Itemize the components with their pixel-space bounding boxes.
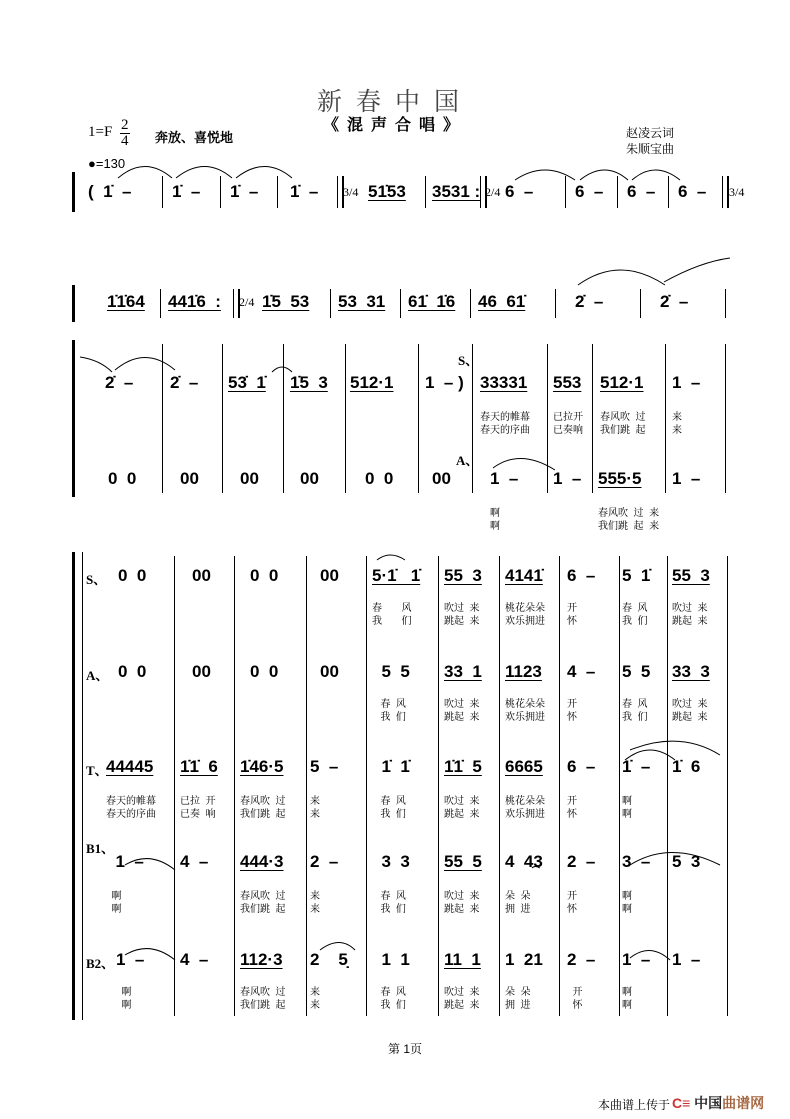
slur — [625, 750, 675, 760]
lyric-verse-2: 啊 — [622, 1000, 632, 1011]
voice-label: A、 — [456, 453, 479, 468]
lyric-verse-2: 我 们 — [622, 616, 648, 627]
measure-notes: 6 – — [627, 182, 656, 201]
measure-notes: 6665 — [505, 757, 543, 776]
measure-notes: 6 – — [575, 182, 604, 201]
measure-notes: 51̇53 — [368, 182, 406, 201]
measure-notes: 1 – — [622, 950, 651, 969]
time-signature: 2/4 — [485, 185, 501, 199]
lyricist: 赵凌云词 — [626, 126, 675, 140]
lyric-verse-1: 啊 — [106, 891, 122, 902]
voice-label: B1、 — [86, 841, 115, 856]
score-title: 新春中国 — [316, 87, 473, 116]
lyric-verse-2: 怀 — [567, 616, 577, 627]
measure-notes: 1 – — [553, 469, 582, 488]
score-subtitle: 《混声合唱》 — [322, 117, 467, 134]
measure-notes: 55 3 — [444, 566, 482, 585]
measure-notes: 0 0 — [250, 566, 279, 585]
measure-notes: 1 – — [106, 852, 144, 871]
lyric-verse-2: 啊 — [490, 521, 500, 532]
measure-notes: 5·1̇ 1̇ — [372, 566, 421, 585]
measure-notes: 512·1 — [350, 373, 394, 392]
measure-notes: 5 3 — [672, 852, 701, 871]
lyric-verse-2: 我们跳 起 — [240, 904, 286, 915]
measure-notes: 1̇ 1̇ — [372, 757, 410, 776]
logo-text-a: 中国 — [694, 1095, 723, 1111]
measure-notes: ( 1̇ – — [88, 182, 132, 201]
measure-notes: 4 43 — [505, 852, 543, 871]
slur — [493, 458, 555, 470]
measure-notes: 0 0 — [250, 662, 279, 681]
measure-notes: 46 61̇ — [478, 292, 526, 311]
measure-notes: 0 0 — [365, 469, 394, 488]
measure-notes: 00 — [192, 662, 211, 681]
lyric-verse-2: 我们跳 起 — [240, 809, 286, 820]
lyric-verse-2: 怀 — [567, 1000, 583, 1011]
lyric-verse-2: 春天的序曲 — [106, 809, 156, 820]
lyric-verse-2: 欢乐拥进 — [505, 712, 545, 723]
voice-label: S、 — [86, 572, 107, 587]
key-signature: 1=F — [88, 124, 113, 140]
lyric-verse-1: 吹过 来 — [672, 699, 708, 710]
measure-notes: 1 – — [672, 469, 701, 488]
slur — [630, 950, 670, 960]
lyric-verse-2: 跳起 来 — [444, 904, 480, 915]
tempo-value: =130 — [95, 156, 126, 171]
lyric-verse-2: 来 — [310, 809, 320, 820]
lyric-verse-1: 春 风 — [372, 987, 406, 998]
lyric-verse-2: 拥 进 — [505, 1000, 531, 1011]
lyric-verse-2: 跳起 来 — [672, 616, 708, 627]
lyric-verse-1: 春风吹 过 来 — [598, 508, 660, 519]
slur — [580, 170, 628, 180]
lyric-verse-1: 啊 — [116, 987, 132, 998]
measure-notes: 1̇1̇64 — [107, 292, 145, 311]
lyric-verse-1: 来 — [310, 891, 320, 902]
slur — [272, 367, 292, 372]
measure-notes: 1 – — [672, 373, 701, 392]
measure-notes: 2̇ – — [170, 373, 199, 392]
measure-notes: 5 – — [310, 757, 339, 776]
lyric-verse-1: 朵 朵 — [505, 987, 531, 998]
lyric-verse-1: 来 — [672, 412, 682, 423]
measure-notes: 1 – ) — [425, 373, 464, 392]
lyric-verse-2: 已奏 响 — [180, 809, 216, 820]
measure-notes: 53̇ 1̇ — [228, 373, 266, 392]
measure-notes: 00 — [180, 469, 199, 488]
lyric-verse-1: 吹过 来 — [672, 603, 708, 614]
lyric-verse-2: 跳起 来 — [444, 712, 480, 723]
lyric-verse-1: 开 — [567, 603, 577, 614]
measure-notes: 1̇ – — [230, 182, 259, 201]
lyric-verse-1: 开 — [567, 987, 583, 998]
lyric-verse-1: 来 — [310, 796, 320, 807]
lyric-verse-1: 已拉 开 — [180, 796, 216, 807]
measure-notes: 1 – — [672, 950, 701, 969]
measure-notes: 3 – — [622, 852, 651, 871]
lyric-verse-1: 啊 — [622, 987, 632, 998]
measure-notes: 1̇ 6 — [672, 757, 701, 776]
measure-notes: 5 5 — [622, 662, 651, 681]
measure-notes: 4141̇ — [505, 566, 543, 585]
page-number: 第 1页 — [388, 1042, 423, 1056]
slur — [80, 357, 112, 372]
composer: 朱顺宝曲 — [626, 142, 675, 156]
slur — [664, 258, 730, 282]
lyric-verse-2: 啊 — [622, 809, 632, 820]
measure-notes: 1̇1̇ 6 — [180, 757, 218, 776]
lyric-verse-2: 啊 — [116, 1000, 132, 1011]
measure-notes: 00 — [432, 469, 451, 488]
lyric-verse-2: 我们跳 起 — [240, 1000, 286, 1011]
measure-notes: 1 21 — [505, 950, 543, 969]
slur — [176, 167, 232, 179]
slur — [377, 555, 405, 560]
measure-notes: 1̇5 53 — [262, 292, 310, 311]
slur — [515, 170, 575, 180]
time-signature: 3/4 — [729, 185, 745, 199]
measure-notes: 1 – — [490, 469, 519, 488]
measure-notes: 4 – — [180, 852, 209, 871]
measure-notes: 3531 : — [432, 182, 481, 201]
lyric-verse-2: 跳起 来 — [444, 616, 480, 627]
measure-notes: 1̇ – — [622, 757, 651, 776]
slur — [118, 167, 172, 179]
measure-notes: 555·5 — [598, 469, 642, 488]
site-logo[interactable] — [672, 1093, 764, 1113]
lyric-verse-2: 啊 — [106, 904, 122, 915]
measure-notes: 55 5 — [444, 852, 482, 871]
lyric-verse-1: 桃花朵朵 — [505, 603, 545, 614]
time-signature: 3/4 — [343, 185, 359, 199]
lyric-verse-2: 拥 进 — [505, 904, 531, 915]
measure-notes: 33331 — [480, 373, 528, 392]
measure-notes: 444·3 — [240, 852, 284, 871]
lyric-verse-2: 怀 — [567, 712, 577, 723]
logo-mark-icon: C≡ — [672, 1095, 691, 1111]
slur — [532, 867, 540, 869]
time-numerator: 2 — [121, 117, 129, 133]
slur — [125, 859, 175, 870]
lyric-verse-1: 春风吹 过 — [600, 412, 646, 423]
measure-notes: 512·1 — [600, 373, 644, 392]
lyric-verse-2: 我 们 — [372, 712, 406, 723]
lyric-verse-1: 开 — [567, 891, 577, 902]
lyric-verse-1: 桃花朵朵 — [505, 699, 545, 710]
measure-notes: 5 5 — [372, 662, 410, 681]
upload-note: 本曲谱上传于 — [598, 1098, 671, 1112]
lyric-verse-1: 已拉开 — [553, 412, 583, 423]
lyric-verse-1: 春 风 — [372, 699, 406, 710]
measure-notes: 5 1̇ — [622, 566, 651, 585]
lyric-verse-2: 我 们 — [372, 809, 406, 820]
measure-notes: 6 – — [567, 566, 596, 585]
lyric-verse-1: 吹过 来 — [444, 987, 480, 998]
voice-label: B2、 — [86, 956, 115, 971]
lyric-verse-1: 吹过 来 — [444, 891, 480, 902]
measure-notes: 33 1 — [444, 662, 482, 681]
measure-notes: 2 – — [567, 852, 596, 871]
measure-notes: 0 0 — [108, 469, 137, 488]
measure-notes: 0 0 — [118, 566, 147, 585]
lyric-verse-2: 我 们 — [372, 1000, 406, 1011]
lyric-verse-2: 我 们 — [372, 904, 406, 915]
lyric-verse-2: 我 们 — [622, 712, 648, 723]
logo-text-b: 曲谱网 — [722, 1095, 765, 1111]
slur — [630, 741, 720, 755]
lyric-verse-2: 我们跳 起 来 — [598, 521, 660, 532]
measure-notes: 1̇46·5 — [240, 757, 284, 776]
lyric-verse-1: 开 — [567, 699, 577, 710]
measure-notes: 6 – — [505, 182, 534, 201]
lyric-verse-2: 春天的序曲 — [480, 425, 530, 436]
measure-notes: 00 — [320, 566, 339, 585]
measure-notes: 61̇ 1̇6 — [408, 292, 456, 311]
measure-notes: 00 — [240, 469, 259, 488]
lyric-verse-2: 跳起 来 — [444, 1000, 480, 1011]
measure-notes: 3 3 — [372, 852, 410, 871]
lyric-verse-2: 跳起 来 — [672, 712, 708, 723]
measure-notes: 2 – — [567, 950, 596, 969]
measure-notes: 2̇ – — [105, 373, 134, 392]
measure-notes: 1 1 — [372, 950, 410, 969]
slur — [236, 167, 292, 179]
lyric-verse-2: 跳起 来 — [444, 809, 480, 820]
measure-notes: 1 – — [116, 950, 145, 969]
measure-notes: 1̇5 3 — [290, 373, 328, 392]
voice-label: T、 — [86, 763, 108, 778]
measure-notes: 2 5̣ — [310, 950, 348, 969]
measure-notes: 6 – — [567, 757, 596, 776]
measure-notes: 00 — [300, 469, 319, 488]
lyric-verse-1: 吹过 来 — [444, 796, 480, 807]
lyric-verse-2: 我 们 — [372, 616, 412, 627]
measure-notes: 4 – — [180, 950, 209, 969]
slur — [320, 943, 355, 951]
lyric-verse-2: 怀 — [567, 904, 577, 915]
lyric-verse-1: 春风吹 过 — [240, 891, 286, 902]
time-signature: 2/4 — [239, 295, 255, 309]
measure-notes: 2 – — [310, 852, 339, 871]
time-denominator: 4 — [121, 133, 129, 149]
measure-notes: 53 31 — [338, 292, 386, 311]
lyric-verse-1: 吹过 来 — [444, 603, 480, 614]
lyric-verse-2: 我们跳 起 — [600, 425, 646, 436]
voice-label: A、 — [86, 668, 109, 683]
lyric-verse-2: 来 — [672, 425, 682, 436]
lyric-verse-1: 来 — [310, 987, 320, 998]
lyric-verse-1: 开 — [567, 796, 577, 807]
slur — [632, 170, 680, 180]
lyric-verse-1: 春风吹 过 — [240, 796, 286, 807]
lyric-verse-1: 春 风 — [622, 699, 648, 710]
slur — [630, 853, 720, 866]
lyric-verse-1: 桃花朵朵 — [505, 796, 545, 807]
lyric-verse-1: 朵 朵 — [505, 891, 531, 902]
lyric-verse-2: 已奏响 — [553, 425, 583, 436]
voice-label: S、 — [458, 353, 479, 368]
measure-notes: 11 1 — [444, 950, 481, 969]
lyric-verse-2: 欢乐拥进 — [505, 809, 545, 820]
lyric-verse-1: 春 风 — [622, 603, 648, 614]
slur — [125, 949, 175, 960]
measure-notes: 4 – — [567, 662, 596, 681]
lyric-verse-2: 欢乐拥进 — [505, 616, 545, 627]
lyric-verse-1: 春 风 — [372, 891, 406, 902]
measure-notes: 33 3 — [672, 662, 710, 681]
measure-notes: 55 3 — [672, 566, 710, 585]
lyric-verse-1: 春风吹 过 — [240, 987, 286, 998]
lyric-verse-1: 春天的帷幕 — [480, 412, 530, 423]
lyric-verse-2: 啊 — [622, 904, 632, 915]
measure-notes: 1̇ – — [172, 182, 201, 201]
measure-notes: 441̇6 : — [168, 292, 221, 311]
measure-notes: 112·3 — [240, 950, 283, 969]
lyric-verse-2: 来 — [310, 1000, 320, 1011]
lyric-verse-2: 怀 — [567, 809, 577, 820]
measure-notes: 553 — [553, 373, 582, 392]
measure-notes: 0 0 — [118, 662, 147, 681]
measure-notes: 00 — [192, 566, 211, 585]
measure-notes: 2̇ – — [575, 292, 604, 311]
lyric-verse-1: 啊 — [622, 891, 632, 902]
lyric-verse-2: 来 — [310, 904, 320, 915]
expression-mark: 奔放、喜悦地 — [155, 130, 234, 145]
measure-notes: 44445 — [106, 757, 154, 776]
slur — [115, 358, 175, 371]
lyric-verse-1: 春 风 — [372, 796, 406, 807]
lyric-verse-1: 春天的帷幕 — [106, 796, 156, 807]
measure-notes: 2̇ – — [660, 292, 689, 311]
lyric-verse-1: 啊 — [490, 508, 500, 519]
measure-notes: 1̇1̇ 5 — [444, 757, 482, 776]
measure-notes: 1123 — [505, 662, 542, 681]
measure-notes: 1̇ – — [290, 182, 319, 201]
lyric-verse-1: 吹过 来 — [444, 699, 480, 710]
measure-notes: 00 — [320, 662, 339, 681]
lyric-verse-1: 啊 — [622, 796, 632, 807]
lyric-verse-1: 春 风 — [372, 603, 412, 614]
measure-notes: 6 – — [678, 182, 707, 201]
slur — [578, 270, 665, 285]
quarter-note-icon: ● — [88, 156, 96, 171]
